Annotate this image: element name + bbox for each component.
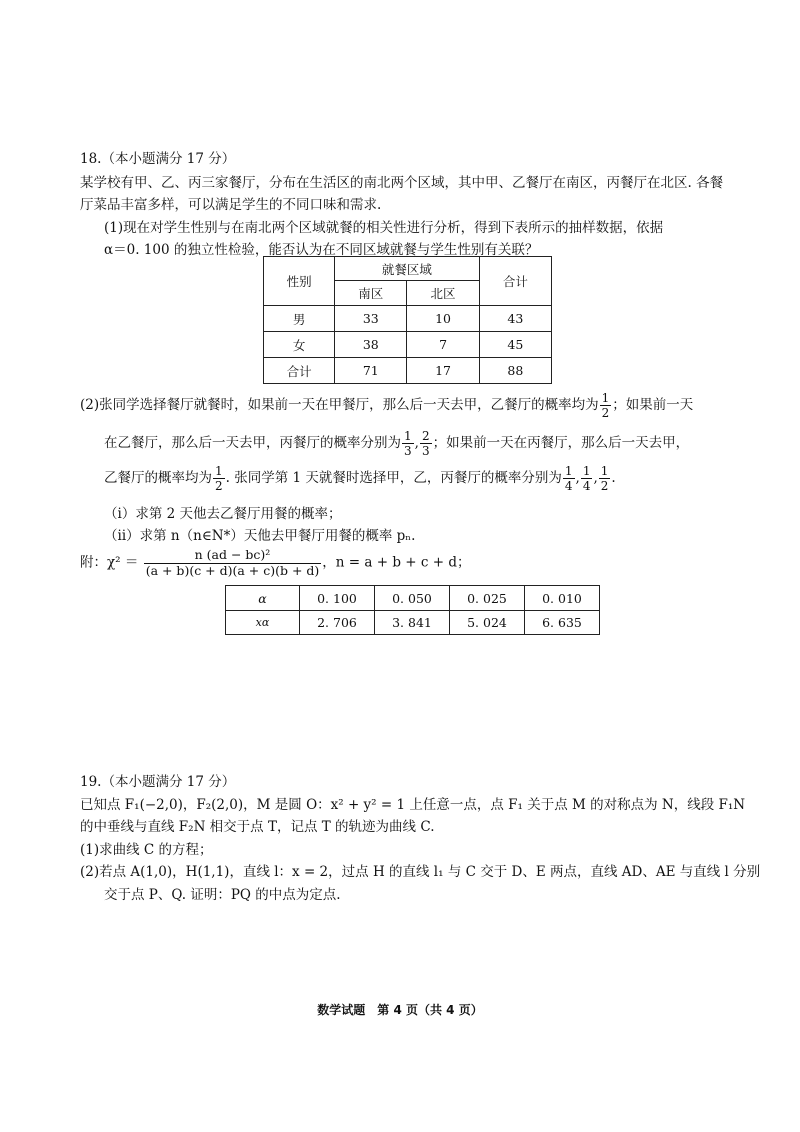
q19-line2: 的中垂线与直线 F₂N 相交于点 T，记点 T 的轨迹为曲线 C. [80,819,435,835]
x-alpha-label: xα [226,611,300,635]
cell-north: 7 [407,332,479,358]
fraction [599,465,611,492]
header-gender: 性别 [264,257,335,306]
fraction [581,465,593,492]
row-label: 女 [264,332,335,358]
x-value: 5. 024 [450,611,525,635]
q18-header: 18.（本小题满分 17 分） [80,151,236,167]
numerator: 1 [215,464,223,478]
table-row [264,358,552,384]
numerator: 1 [404,429,412,443]
denominator: 4 [582,479,591,493]
text: . [611,470,616,486]
q18-sub2: （ⅱ）求第 n（n∈N*）天他去甲餐厅用餐的概率 pₙ. [104,528,416,544]
row-label: 男 [264,306,335,332]
text: . 张同学第 1 天就餐时选择甲，乙，丙餐厅的概率分别为 [225,470,562,486]
fraction [420,430,432,457]
denominator: 2 [601,406,610,420]
alpha-value: 0. 025 [450,586,525,611]
numerator: 1 [564,464,573,478]
denominator: 4 [564,479,573,493]
cell-total: 45 [479,332,551,358]
x-value: 3. 841 [375,611,450,635]
cell-total: 88 [479,358,551,384]
row-label: 合计 [264,358,335,384]
header-south: 南区 [335,281,407,306]
denominator: 2 [215,479,223,493]
critical-value-table [225,585,600,635]
cell-south: 33 [335,306,407,332]
fraction [402,430,414,457]
text: ；如果前一天 [612,397,694,413]
q18-stem-line1: 某学校有甲、乙、丙三家餐厅，分布在生活区的南北两个区域，其中甲、乙餐厅在南区，丙餐厅在北区. 各餐 [80,175,724,191]
q19-part1: (1)求曲线 C 的方程； [80,842,213,858]
header-dining-area: 就餐区域 [335,257,480,281]
numerator: 1 [600,464,609,478]
alpha-value: 0. 010 [525,586,600,611]
q18-part2-line2: 在乙餐厅，那么后一天去甲，丙餐厅的概率分别为 $\frac{1}{3}$ , $\frac{2}{3}$ ；如果前一天在丙餐厅，那么后一天去甲， [104,429,690,458]
denominator: 2 [600,479,609,493]
q18-sub1: （ⅰ）求第 2 天他去乙餐厅用餐的概率； [104,506,342,522]
q18-part1-line2: α＝0. 100 的独立性检验，能否认为在不同区域就餐与学生性别有关联？ [104,242,539,258]
header-north: 北区 [407,281,479,306]
q19-part2-line2: 交于点 P、Q. 证明：PQ 的中点为定点. [104,887,341,903]
appendix-formula [80,549,470,577]
fraction [213,465,225,492]
q18-part2-line1 [80,392,693,419]
header-total: 合计 [479,257,551,306]
q19-line1: 已知点 F₁(−2,0)，F₂(2,0)，M 是圆 O：x² + y² = 1 上任意一点，点 F₁ 关于点 M 的对称点为 N，线段 F₁N [80,797,746,813]
fraction [563,465,575,492]
text: 在乙餐厅，那么后一天去甲，丙餐厅的概率分别为 [104,435,401,451]
x-value: 6. 635 [525,611,600,635]
cell-south: 71 [335,358,407,384]
text: ；如果前一天在丙餐厅，那么后一天去甲， [432,435,690,451]
page-footer: 数学试题 第 4 页（共 4 页） [317,1003,483,1017]
numerator: 2 [421,429,430,443]
table-row [264,332,552,358]
appendix-label: 附：χ² ＝ [80,554,139,571]
cell-north: 10 [407,306,479,332]
alpha-value: 0. 050 [375,586,450,611]
cell-north: 17 [407,358,479,384]
q19-part2-line1: (2)若点 A(1,0)，H(1,1)，直线 l：x = 2，过点 H 的直线 l₁ 与 C 交于 D、E 两点，直线 AD、AE 与直线 l 分别 [80,864,761,880]
cell-total: 43 [479,306,551,332]
alpha-value: 0. 100 [300,586,375,611]
q19-header: 19.（本小题满分 17 分） [80,774,236,790]
numerator: 1 [601,391,610,405]
cell-south: 38 [335,332,407,358]
numerator: n (ad − bc)² [144,549,322,564]
text: 乙餐厅的概率均为 [104,470,212,486]
fraction [600,392,612,419]
denominator: (a + b)(c + d)(a + c)(b + d) [145,562,320,578]
chi-square-fraction [144,549,322,577]
table-row [264,306,552,332]
q18-part1-line1: (1)现在对学生性别与在南北两个区域就餐的相关性进行分析，得到下表所示的抽样数据，依据 [104,220,664,236]
q18-part2-line3: 乙餐厅的概率均为 $\frac{1}{2}$ . 张同学第 1 天就餐时选择甲，乙，丙餐厅的概率分别为 $\frac{1}{4}$ , $\frac{1}{4}$ , $\frac{1}{2}$ . [104,464,616,493]
alpha-label: α [226,586,300,611]
formula-tail: ，n = a + b + c + d； [322,554,471,571]
x-value: 2. 706 [300,611,375,635]
numerator: 1 [582,464,591,478]
contingency-table [263,256,552,384]
denominator: 3 [421,444,430,458]
text: (2)张同学选择餐厅就餐时，如果前一天在甲餐厅，那么后一天去甲，乙餐厅的概率均为 [80,397,599,413]
denominator: 3 [404,444,412,458]
q18-stem-line2: 厅菜品丰富多样，可以满足学生的不同口味和需求. [80,197,382,213]
